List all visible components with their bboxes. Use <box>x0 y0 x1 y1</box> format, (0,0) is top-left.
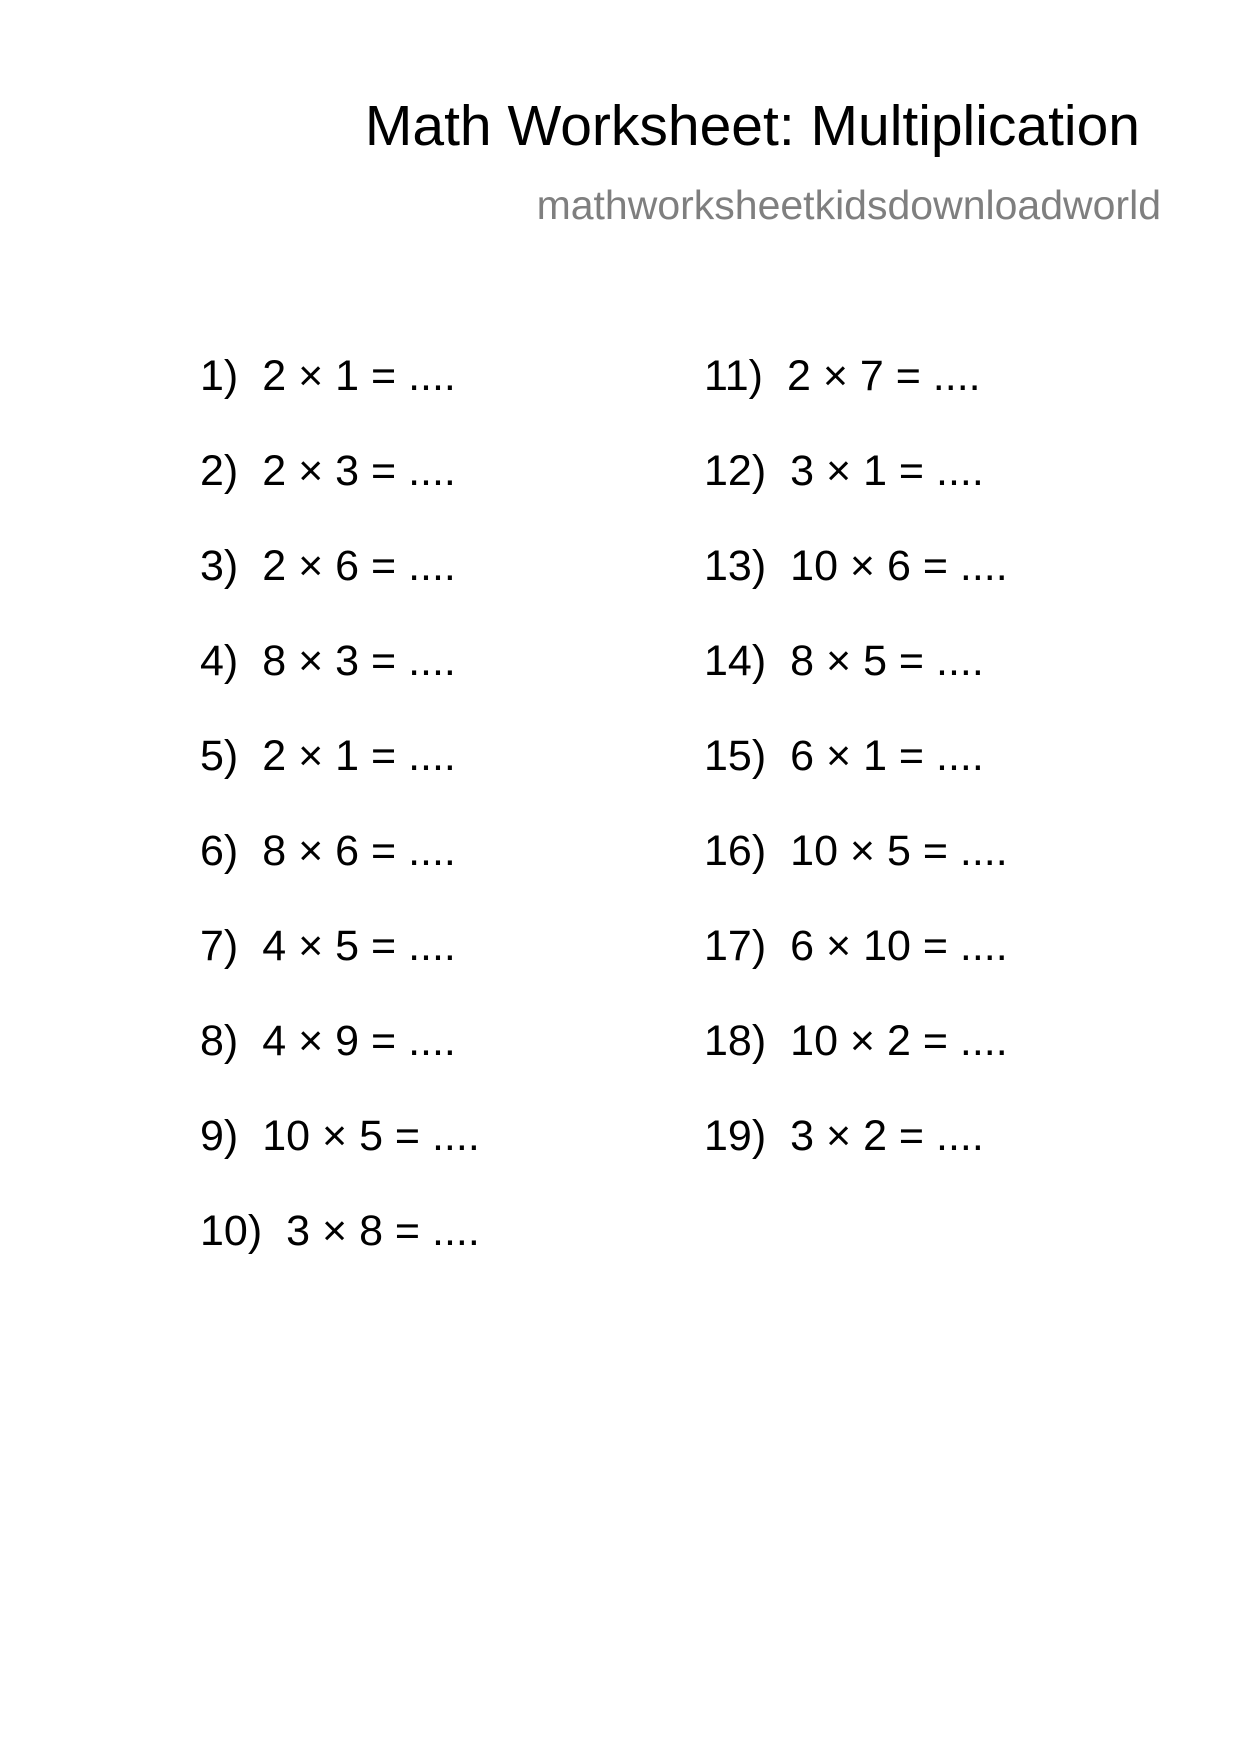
problem-expression: 10 × 2 = .... <box>790 1017 1008 1065</box>
problem-number: 5) <box>200 732 239 780</box>
problem-item <box>704 542 1008 637</box>
problem-item <box>200 732 480 827</box>
worksheet-title: Math Worksheet: Multiplication <box>364 94 1140 158</box>
problem-expression: 8 × 5 = .... <box>790 637 984 685</box>
problem-number: 18) <box>704 1017 767 1065</box>
problem-number: 2) <box>200 447 239 495</box>
problem-number: 1) <box>200 352 239 400</box>
problem-item <box>200 352 480 447</box>
problem-number: 15) <box>704 732 767 780</box>
problem-number: 7) <box>200 922 239 970</box>
problem-item <box>200 447 480 542</box>
problem-item <box>704 637 1008 732</box>
problem-item <box>200 1017 480 1112</box>
problem-item <box>200 637 480 732</box>
worksheet-subtitle: mathworksheetkidsdownloadworld <box>536 182 1161 228</box>
problem-expression: 6 × 1 = .... <box>790 732 984 780</box>
problem-item <box>200 827 480 922</box>
problem-number: 4) <box>200 637 239 685</box>
problem-expression: 8 × 3 = .... <box>262 637 456 685</box>
problem-item <box>200 1207 480 1302</box>
problem-expression: 6 × 10 = .... <box>790 922 1008 970</box>
problem-item <box>704 447 1008 542</box>
problem-item <box>200 922 480 1017</box>
problem-expression: 2 × 7 = .... <box>786 352 981 400</box>
problem-column-right <box>704 352 1008 1207</box>
problem-number: 8) <box>200 1017 239 1065</box>
problem-expression: 4 × 9 = .... <box>262 1017 456 1065</box>
problem-number: 6) <box>200 827 239 875</box>
problem-number: 14) <box>704 637 767 685</box>
problem-number: 10) <box>200 1207 263 1255</box>
problem-expression: 8 × 6 = .... <box>262 827 456 875</box>
problem-expression: 2 × 3 = .... <box>262 447 456 495</box>
problem-expression: 3 × 8 = .... <box>286 1207 480 1255</box>
problem-expression: 3 × 2 = .... <box>790 1112 984 1160</box>
problem-expression: 10 × 6 = .... <box>790 542 1008 590</box>
problem-item <box>704 352 1008 447</box>
problem-expression: 2 × 6 = .... <box>262 542 456 590</box>
problem-item <box>704 922 1008 1017</box>
problem-number: 17) <box>704 922 767 970</box>
problem-number: 11) <box>704 352 763 400</box>
problem-item <box>704 1017 1008 1112</box>
problem-number: 16) <box>704 827 767 875</box>
problem-expression: 10 × 5 = .... <box>790 827 1008 875</box>
problem-expression: 2 × 1 = .... <box>262 732 456 780</box>
problem-expression: 2 × 1 = .... <box>262 352 456 400</box>
problem-number: 3) <box>200 542 239 590</box>
problem-expression: 4 × 5 = .... <box>262 922 456 970</box>
problem-column-left <box>200 352 480 1302</box>
problem-expression: 3 × 1 = .... <box>790 447 984 495</box>
problem-number: 12) <box>704 447 767 495</box>
problem-item <box>704 732 1008 827</box>
problem-item <box>200 1112 480 1207</box>
problem-number: 9) <box>200 1112 239 1160</box>
problem-number: 19) <box>704 1112 767 1160</box>
problem-item <box>704 1112 1008 1207</box>
problem-number: 13) <box>704 542 767 590</box>
problem-expression: 10 × 5 = .... <box>262 1112 480 1160</box>
problem-item <box>704 827 1008 922</box>
problem-item <box>200 542 480 637</box>
